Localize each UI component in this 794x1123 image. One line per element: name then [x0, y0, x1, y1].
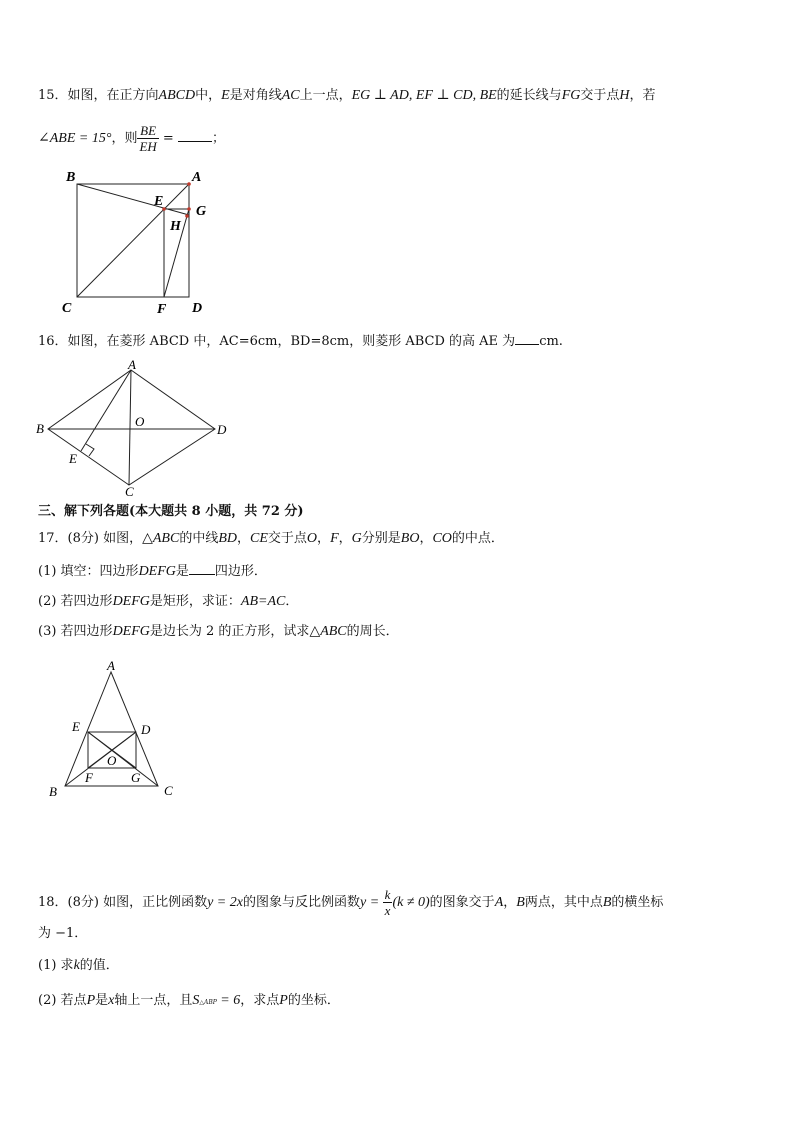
q17-part2: (2) 若四边形DEFG是矩形，求证：AB=AC． — [38, 594, 299, 609]
q17-part1: (1) 填空：四边形DEFG是 四边形． — [38, 564, 267, 579]
label-c: C — [125, 484, 134, 499]
label-f: F — [85, 770, 93, 785]
q18-part2: (2) 若点P是x轴上一点，且S△ABP = 6，求点P的坐标． — [38, 993, 340, 1008]
q18-line1: 18．(8分) 如图，正比例函数y = 2x的图象与反比例函数y = $\frac{k}{x}$ (k ≠ 0)的图象交于A，B两点，其中点B的横坐标 — [38, 887, 664, 918]
label-o: O — [107, 753, 117, 768]
label-a: A — [128, 357, 136, 372]
label-e: E — [69, 451, 77, 466]
label-d: D — [141, 722, 151, 737]
label-h: H — [170, 219, 181, 234]
label-b: B — [49, 784, 57, 799]
label-b: B — [66, 170, 76, 185]
label-e: E — [154, 194, 164, 209]
label-f: F — [157, 302, 167, 317]
label-a: A — [192, 170, 202, 185]
q16-line: 16．如图，在菱形 ABCD 中，AC=6cm，BD=8cm，则菱形 ABCD 的高 AE 为 cm. — [38, 334, 563, 349]
label-g: G — [131, 770, 141, 785]
label-e: E — [72, 719, 80, 734]
section-3-heading: 三、解下列各题(本大题共 8 小题，共 72 分) — [38, 504, 304, 519]
k-over-x-fraction: $\frac{k}{x}$ — [384, 887, 391, 918]
label-d: D — [217, 422, 227, 437]
q15-line2: ∠ABE = 15°，则 $\frac{BE}{EH}$ = ； — [38, 123, 225, 154]
label-o: O — [135, 414, 145, 429]
label-d: D — [192, 301, 203, 316]
q17-line1: 17．(8分) 如图，△ABC的中线BD，CE交于点O，F，G分别是BO，CO的中点． — [38, 531, 504, 546]
be-over-eh-fraction: $\frac{BE}{EH}$ — [139, 123, 157, 154]
q15-line1: 15．如图，在正方向ABCD中，E是对角线AC上一点，EG ⊥ AD, EF ⊥ CD, BE的延长线与FG交于点H，若 — [38, 88, 656, 103]
q18-part1: (1) 求k的值． — [38, 958, 119, 973]
label-c: C — [164, 783, 173, 798]
label-b: B — [36, 421, 44, 436]
q18-line2: 为 −1． — [38, 926, 88, 941]
q17-part3: (3) 若四边形DEFG是边长为 2 的正方形，试求△ABC的周长． — [38, 624, 399, 639]
label-c: C — [62, 301, 72, 316]
label-a: A — [107, 658, 115, 673]
label-g: G — [196, 204, 207, 219]
